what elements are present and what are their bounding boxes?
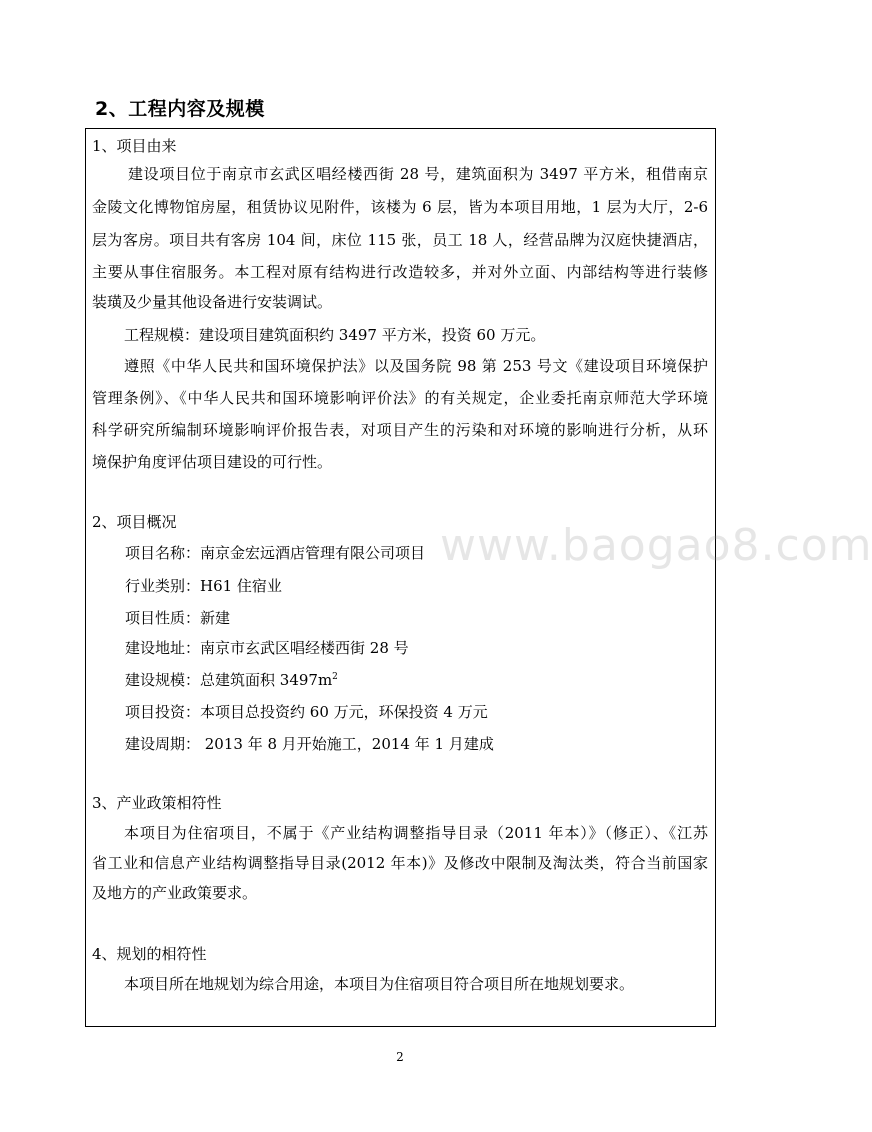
origin-para1-line: 金陵文化博物馆房屋，租赁协议见附件，该楼为 6 层，皆为本项目用地，1 层为大厅，2-6 xyxy=(92,198,708,216)
origin-para1-line: 装璜及少量其他设备进行安装调试。 xyxy=(92,293,333,311)
overview-scale-text: 建设规模：总建筑面积 3497m xyxy=(125,671,333,689)
policy-para-line: 及地方的产业政策要求。 xyxy=(92,884,258,902)
policy-para-line: 本项目为住宿项目，不属于《产业结构调整指导目录（2011 年本）》（修正）、《江苏 xyxy=(124,824,708,842)
page-number: 2 xyxy=(396,1050,404,1064)
policy-heading: 3、产业政策相符性 xyxy=(92,794,222,812)
origin-para1-line: 层为客房。项目共有客房 104 间，床位 115 张，员工 18 人，经营品牌为汉庭快捷酒店， xyxy=(92,231,708,249)
watermark: www.baogao8.com xyxy=(440,520,872,571)
overview-item: 建设周期： 2013 年 8 月开始施工，2014 年 1 月建成 xyxy=(125,735,494,753)
planning-para: 本项目所在地规划为综合用途，本项目为住宿项目符合项目所在地规划要求。 xyxy=(124,975,635,993)
section-title: 2、工程内容及规模 xyxy=(95,98,265,120)
origin-para3-line: 境保护角度评估项目建设的可行性。 xyxy=(92,453,333,471)
scale-superscript: 2 xyxy=(332,672,338,682)
origin-para3-line: 科学研究所编制环境影响评价报告表，对项目产生的污染和对环境的影响进行分析，从环 xyxy=(92,421,708,439)
origin-para2: 工程规模：建设项目建筑面积约 3497 平方米，投资 60 万元。 xyxy=(124,326,546,344)
origin-para1-line: 建设项目位于南京市玄武区唱经楼西街 28 号，建筑面积为 3497 平方米，租借南京 xyxy=(128,165,708,183)
origin-para3-line: 管理条例》、《中华人民共和国环境影响评价法》的有关规定，企业委托南京师范大学环境 xyxy=(92,389,708,407)
origin-heading: 1、项目由来 xyxy=(92,137,177,155)
overview-item: 项目投资：本项目总投资约 60 万元，环保投资 4 万元 xyxy=(125,703,488,721)
planning-heading: 4、规划的相符性 xyxy=(92,945,207,963)
origin-para3-line: 遵照《中华人民共和国环境保护法》以及国务院 98 第 253 号文《建设项目环境保护 xyxy=(124,357,708,375)
overview-item-scale xyxy=(125,670,338,690)
overview-item: 行业类别：H61 住宿业 xyxy=(125,577,282,595)
policy-para-line: 省工业和信息产业结构调整指导目录(2012 年本)》及修改中限制及淘汰类，符合当前国家 xyxy=(92,854,708,872)
overview-item: 项目名称：南京金宏远酒店管理有限公司项目 xyxy=(125,544,426,562)
overview-item: 项目性质：新建 xyxy=(125,609,231,627)
overview-item: 建设地址：南京市玄武区唱经楼西街 28 号 xyxy=(125,639,409,657)
overview-heading: 2、项目概况 xyxy=(92,513,177,531)
origin-para1-line: 主要从事住宿服务。本工程对原有结构进行改造较多，并对外立面、内部结构等进行装修 xyxy=(92,263,708,281)
